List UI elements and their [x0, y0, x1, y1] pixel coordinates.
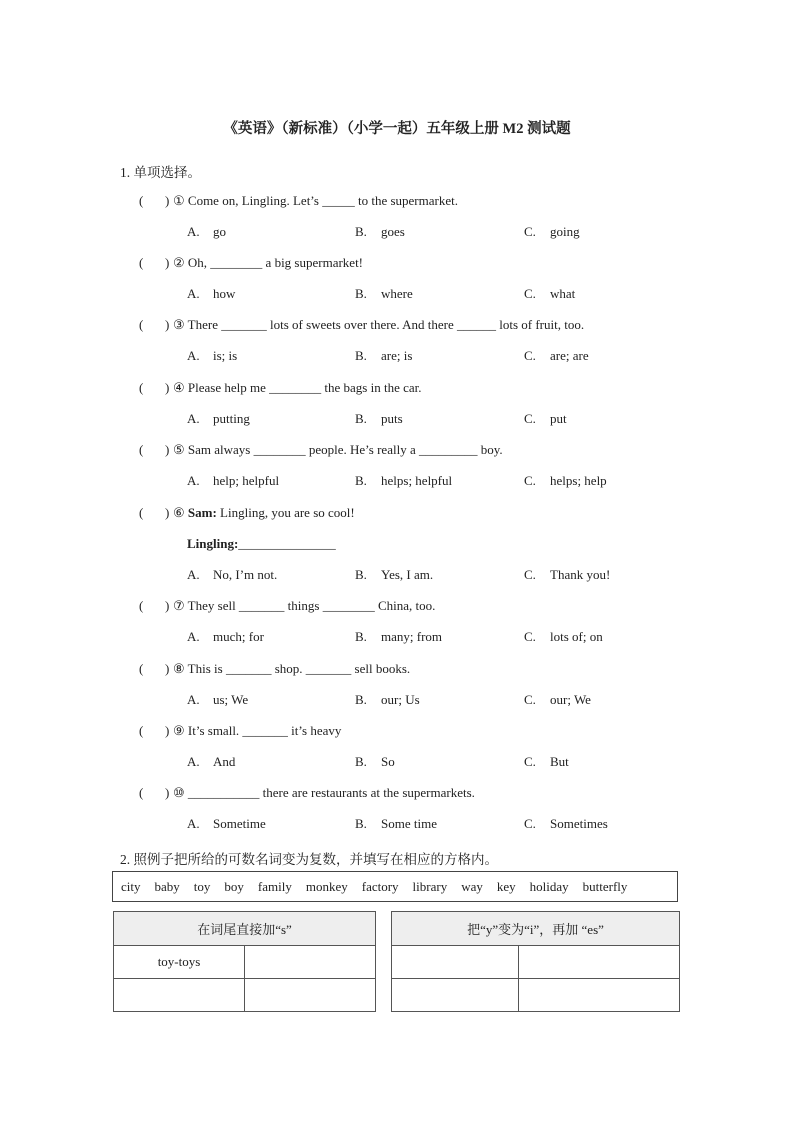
question-text: ③ There _______ lots of sweets over there. And there ______ lots of fruit, too. [173, 317, 585, 332]
option-c[interactable] [524, 565, 610, 585]
table-cell[interactable] [245, 979, 376, 1012]
option-text: are; are [550, 348, 589, 363]
option-b[interactable] [355, 222, 405, 242]
plural-table-add-s [113, 911, 376, 1012]
option-text: puts [381, 411, 403, 426]
option-text: Sometime [213, 816, 266, 831]
option-c[interactable] [524, 627, 603, 647]
option-letter: A. [187, 629, 200, 644]
option-a[interactable] [187, 627, 264, 647]
option-letter: B. [355, 411, 367, 426]
answer-paren-close: ) [165, 442, 170, 457]
question-9 [139, 721, 341, 741]
answer-paren-close: ) [165, 661, 170, 676]
word-bank-item: baby [154, 878, 180, 894]
option-letter: B. [355, 816, 367, 831]
option-text: putting [213, 411, 250, 426]
option-text: our; Us [381, 692, 420, 707]
question-5 [139, 440, 503, 460]
question-text: ⑧ This is _______ shop. _______ sell books. [173, 661, 411, 676]
table-cell[interactable] [245, 946, 376, 979]
option-b[interactable] [355, 346, 412, 366]
options-row [187, 346, 667, 366]
options-row [187, 752, 667, 772]
option-letter: A. [187, 473, 200, 488]
option-letter: A. [187, 348, 200, 363]
option-a[interactable] [187, 471, 279, 491]
options-row [187, 690, 667, 710]
option-text: go [213, 224, 226, 239]
speaker-name: Sam: [187, 505, 217, 520]
question-4 [139, 378, 422, 398]
question-text: ② Oh, ________ a big supermarket! [173, 255, 364, 270]
answer-paren-close: ) [165, 255, 170, 270]
option-text: Sometimes [550, 816, 608, 831]
answer-paren-open[interactable]: ( [139, 505, 144, 520]
option-a[interactable] [187, 346, 237, 366]
option-text: Yes, I am. [381, 567, 434, 582]
option-b[interactable] [355, 284, 413, 304]
option-letter: C. [524, 816, 536, 831]
option-a[interactable] [187, 752, 235, 772]
answer-paren-open[interactable]: ( [139, 723, 144, 738]
option-text: where [381, 286, 413, 301]
section-1-heading: 1. 单项选择。 [120, 165, 201, 180]
question-1 [139, 191, 458, 211]
table-cell[interactable] [518, 979, 679, 1012]
option-letter: A. [187, 224, 200, 239]
option-letter: A. [187, 692, 200, 707]
answer-paren-close: ) [165, 193, 170, 208]
question-text: ④ Please help me ________ the bags in the car. [173, 380, 422, 395]
word-bank-item: toy [193, 878, 211, 894]
option-letter: A. [187, 754, 200, 769]
option-letter: C. [524, 567, 536, 582]
option-c[interactable] [524, 690, 591, 710]
reply-blank[interactable]: _______________ [238, 536, 336, 551]
answer-paren-open[interactable]: ( [139, 661, 144, 676]
option-letter: A. [187, 567, 200, 582]
word-bank-item: library [412, 878, 448, 894]
options-row [187, 627, 667, 647]
option-c[interactable] [524, 284, 575, 304]
question-3 [139, 315, 584, 335]
option-letter: A. [187, 411, 200, 426]
option-letter: B. [355, 348, 367, 363]
option-b[interactable] [355, 627, 442, 647]
answer-paren-open[interactable]: ( [139, 598, 144, 613]
option-letter: B. [355, 473, 367, 488]
question-text: ⑩ ___________ there are restaurants at the supermarkets. [173, 785, 475, 800]
option-a[interactable] [187, 814, 266, 834]
options-row [187, 409, 667, 429]
word-bank-item: butterfly [582, 878, 628, 894]
option-text: going [550, 224, 580, 239]
options-row [187, 284, 667, 304]
options-row [187, 222, 667, 242]
option-letter: C. [524, 692, 536, 707]
word-bank-item: factory [361, 878, 399, 894]
question-text: ⑨ It’s small. _______ it’s heavy [173, 723, 342, 738]
option-c[interactable] [524, 814, 608, 834]
option-letter: B. [355, 286, 367, 301]
question-text: Lingling, you are so cool! [216, 505, 355, 520]
word-bank-item: holiday [529, 878, 569, 894]
reply-line [187, 534, 336, 554]
question-8 [139, 659, 410, 679]
question-text: ⑦ They sell _______ things ________ China, too. [173, 598, 436, 613]
option-text: But [550, 754, 569, 769]
answer-paren-close: ) [165, 785, 170, 800]
word-bank-item: city [121, 878, 141, 894]
option-letter: B. [355, 224, 367, 239]
option-letter: A. [187, 286, 200, 301]
section-2-heading: 2. 照例子把所给的可数名词变为复数，并填写在相应的方格内。 [120, 852, 498, 867]
option-a[interactable] [187, 284, 235, 304]
option-b[interactable] [355, 565, 433, 585]
option-c[interactable] [524, 471, 607, 491]
option-text: goes [381, 224, 405, 239]
question-10 [139, 783, 475, 803]
option-b[interactable] [355, 752, 395, 772]
table-cell[interactable] [392, 946, 519, 979]
plural-table-y-to-ies [391, 911, 680, 1012]
option-text: is; is [213, 348, 238, 363]
option-text: Thank you! [550, 567, 611, 582]
answer-paren-close: ) [165, 505, 170, 520]
word-bank-item: family [257, 878, 292, 894]
option-text: helps; help [550, 473, 607, 488]
option-text: much; for [213, 629, 264, 644]
option-text: our; We [550, 692, 591, 707]
table-header: 把“y”变为“i”，再加 “es” [392, 912, 680, 946]
word-bank-item: monkey [305, 878, 348, 894]
option-letter: C. [524, 224, 536, 239]
answer-paren-open[interactable]: ( [139, 255, 144, 270]
question-text: ⑤ Sam always ________ people. He’s really a _________ boy. [173, 442, 503, 457]
question-7 [139, 596, 435, 616]
option-a[interactable] [187, 222, 226, 242]
answer-paren-open[interactable]: ( [139, 442, 144, 457]
table-cell[interactable] [114, 979, 245, 1012]
option-text: us; We [213, 692, 249, 707]
option-text: And [213, 754, 236, 769]
answer-paren-close: ) [165, 380, 170, 395]
table-cell[interactable] [392, 979, 519, 1012]
option-b[interactable] [355, 690, 420, 710]
option-text: Some time [381, 816, 437, 831]
option-c[interactable] [524, 346, 589, 366]
option-text: So [381, 754, 395, 769]
options-row [187, 565, 667, 585]
option-letter: C. [524, 473, 536, 488]
answer-paren-close: ) [165, 317, 170, 332]
question-number: ⑥ [173, 505, 188, 520]
option-c[interactable] [524, 222, 580, 242]
option-text: are; is [381, 348, 413, 363]
option-c[interactable] [524, 409, 567, 429]
option-letter: A. [187, 816, 200, 831]
question-text: ① Come on, Lingling. Let’s _____ to the supermarket. [173, 193, 458, 208]
table-cell[interactable]: toy-toys [114, 946, 245, 979]
option-letter: C. [524, 629, 536, 644]
table-header: 在词尾直接加“s” [114, 912, 376, 946]
option-c[interactable] [524, 752, 569, 772]
option-letter: C. [524, 754, 536, 769]
option-letter: B. [355, 754, 367, 769]
answer-paren-close: ) [165, 598, 170, 613]
option-b[interactable] [355, 471, 452, 491]
option-text: put [550, 411, 567, 426]
option-letter: C. [524, 348, 536, 363]
question-2 [139, 253, 363, 273]
option-letter: C. [524, 286, 536, 301]
option-letter: C. [524, 411, 536, 426]
option-a[interactable] [187, 409, 250, 429]
option-text: many; from [381, 629, 443, 644]
option-text: No, I’m not. [213, 567, 278, 582]
option-text: what [550, 286, 576, 301]
answer-paren-open[interactable]: ( [139, 785, 144, 800]
option-text: help; helpful [213, 473, 280, 488]
answer-paren-open[interactable]: ( [139, 380, 144, 395]
option-letter: B. [355, 692, 367, 707]
option-b[interactable] [355, 409, 403, 429]
page-title: 《英语》（新标准）（小学一起）五年级上册 M2 测试题 [223, 121, 571, 137]
word-bank-item: boy [224, 878, 244, 894]
word-bank-item: key [496, 878, 516, 894]
word-bank-item: way [461, 878, 483, 894]
options-row [187, 814, 667, 834]
option-a[interactable] [187, 565, 277, 585]
option-text: helps; helpful [381, 473, 453, 488]
answer-paren-open[interactable]: ( [139, 193, 144, 208]
option-a[interactable] [187, 690, 248, 710]
option-letter: B. [355, 629, 367, 644]
option-letter: B. [355, 567, 367, 582]
options-row [187, 471, 667, 491]
option-text: how [213, 286, 236, 301]
reply-speaker: Lingling: [187, 536, 239, 551]
word-bank [112, 871, 678, 902]
option-text: lots of; on [550, 629, 603, 644]
table-cell[interactable] [518, 946, 679, 979]
option-b[interactable] [355, 814, 437, 834]
answer-paren-open[interactable]: ( [139, 317, 144, 332]
question-6 [139, 503, 355, 523]
answer-paren-close: ) [165, 723, 170, 738]
